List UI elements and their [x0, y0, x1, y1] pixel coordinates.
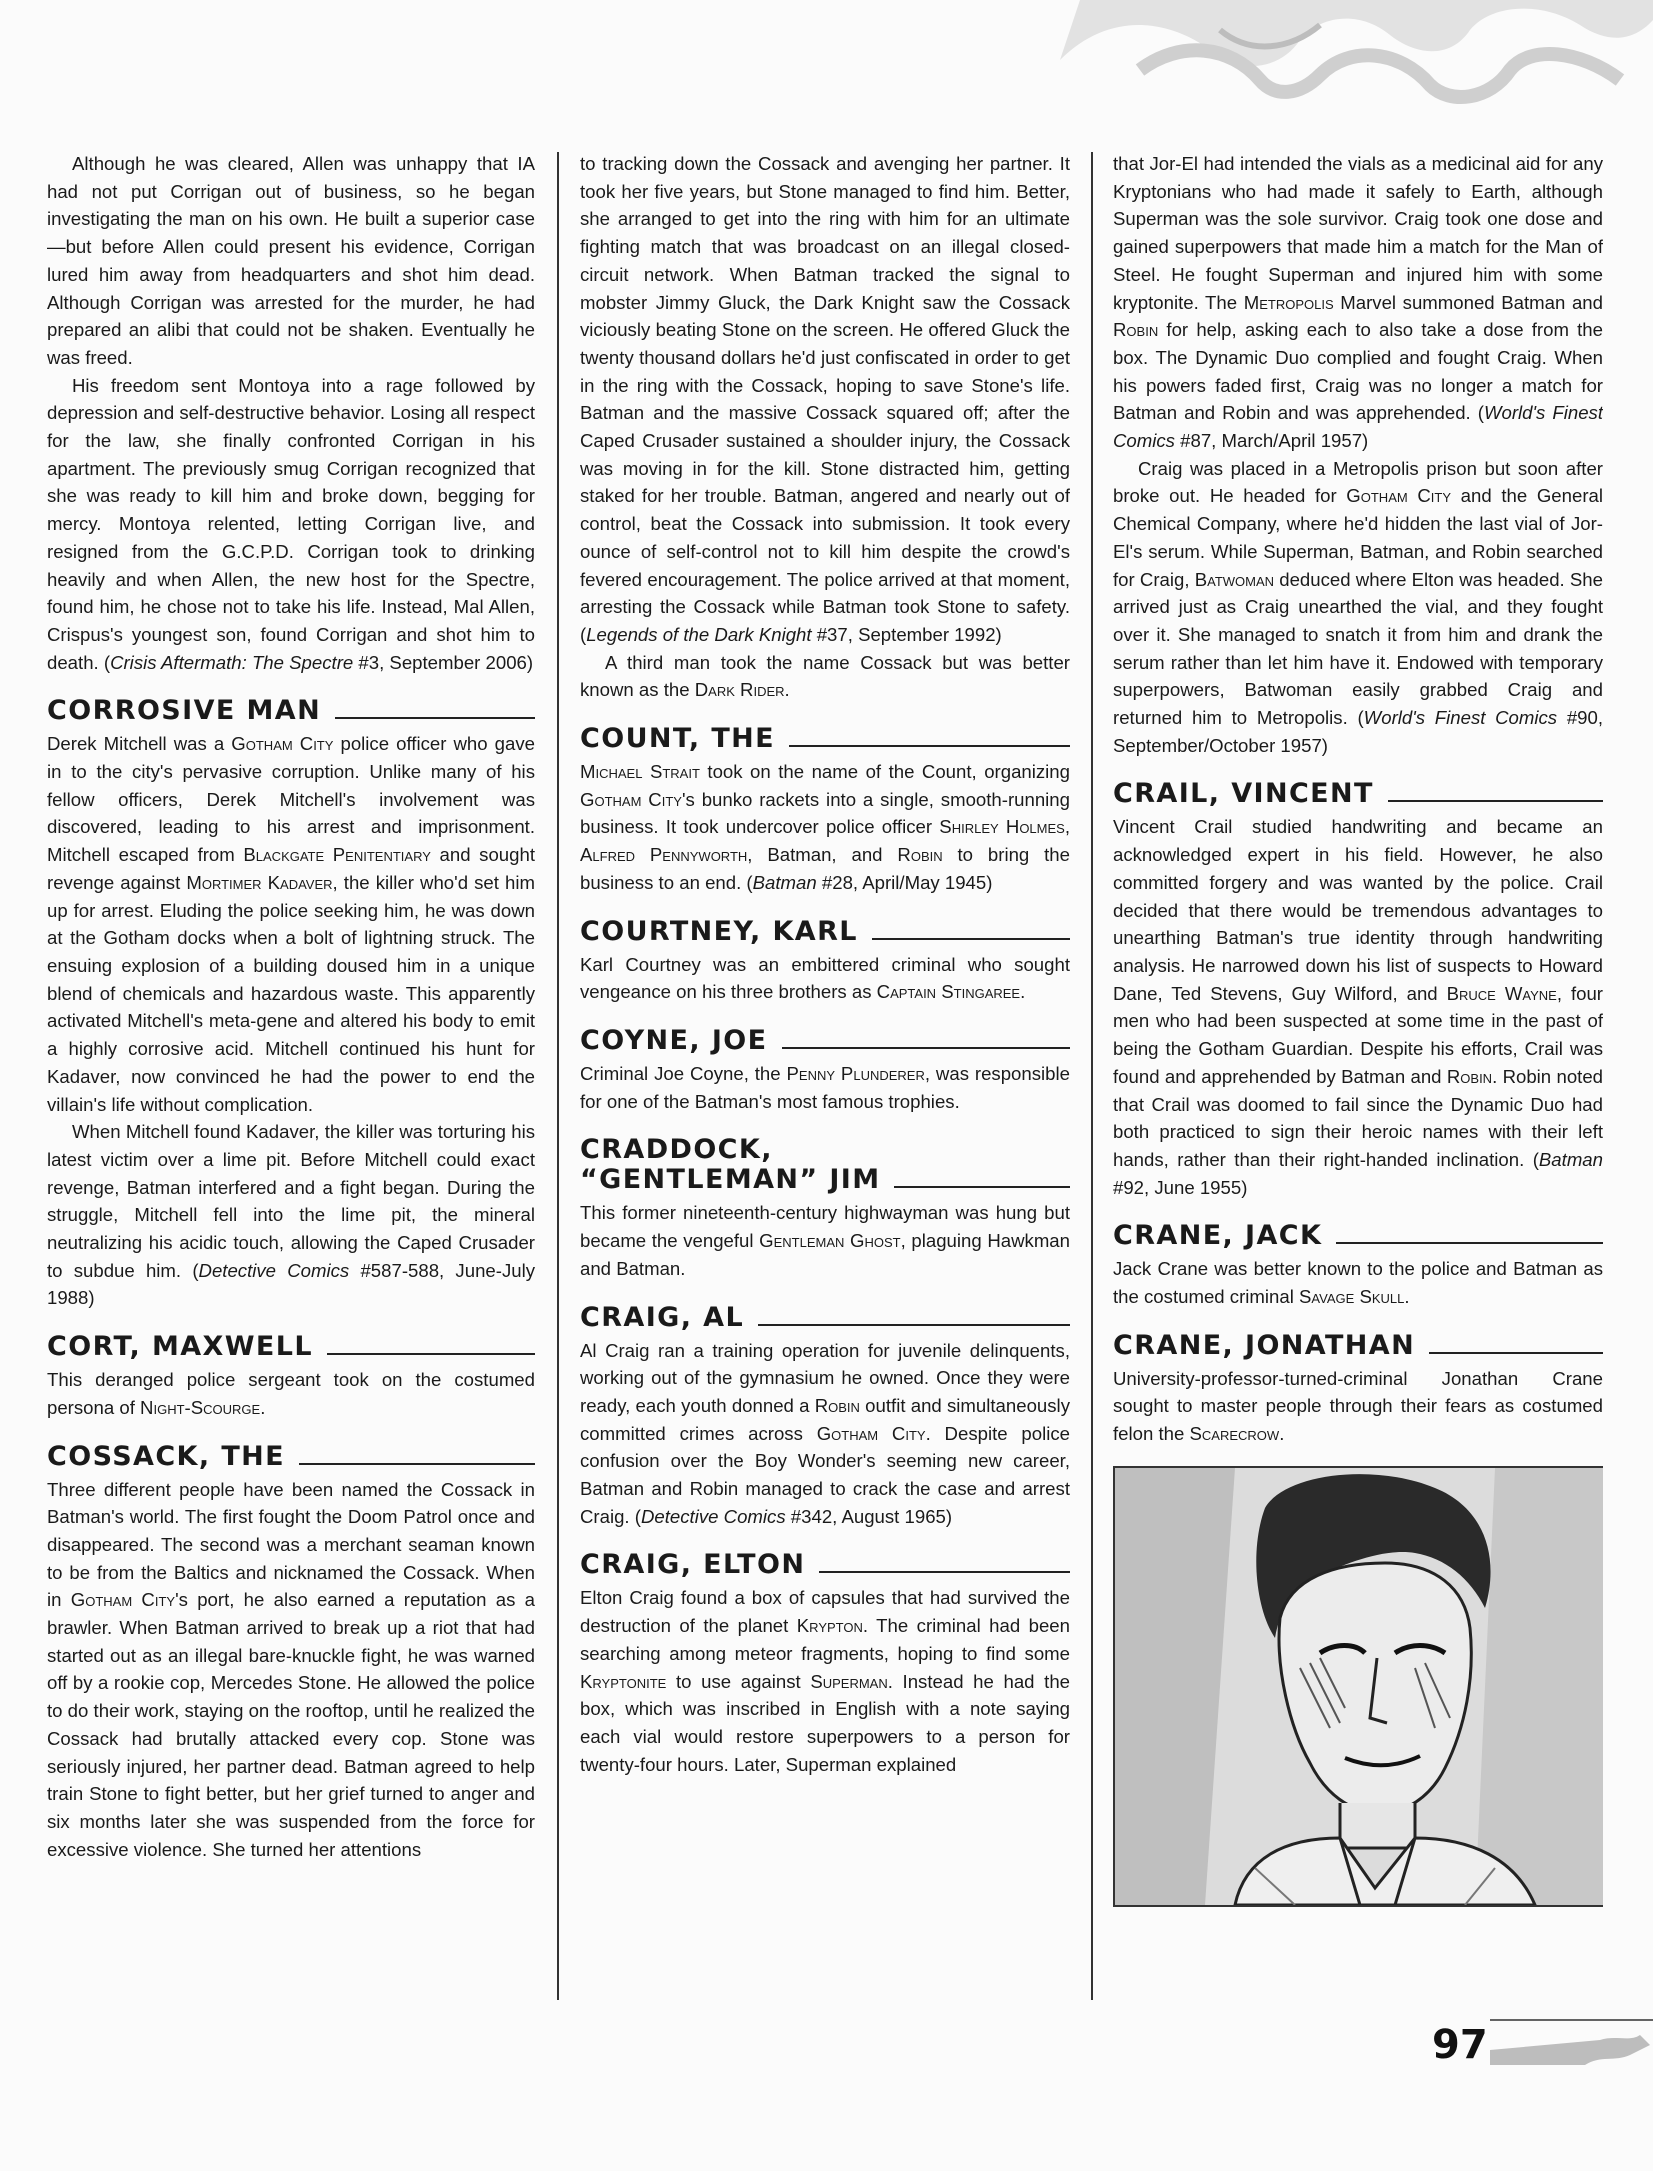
- cross-reference: Gotham City: [70, 1589, 176, 1611]
- text: police officer who gave in to the city's pervasive corruption. Unlike many of his fellow officers, Derek Mitchell's involvement was discovered, leading to his arrest and imprisonment. Mitchell escaped from: [47, 733, 535, 866]
- text: , the killer who'd set him up for arrest. Eluding the police seeking him, he was down at the Gotham docks when a bolt of lightning struck. The ensuing explosion of a building doused him in a unique blend of chemicals and hazardous waste. This apparently activated Mitchell's meta-gene and altered his body to emit a highly corrosive acid. Mitchell continued his hunt for Kadaver, now convinced he had the power to end the villain's life without complication.: [47, 871, 535, 1115]
- column-2: [580, 150, 1070, 2010]
- text: and sought revenge against: [47, 844, 535, 893]
- text: and the General Chemical Company, where he'd hidden the last vial of Jor-El's serum. While Superman, Batman, and Robin searched for Craig,: [1113, 485, 1603, 590]
- cross-reference: Robin: [814, 1394, 860, 1416]
- entry-heading-text: CORROSIVE MAN: [47, 695, 322, 727]
- footer-ornament-icon: [1490, 2010, 1653, 2080]
- paragraph-text: His freedom sent Montoya into a rage followed by depression and self-destructive behavior. Losing all respect for the law, she finally confronted Corrigan in his apartment. The previously smug Corrigan recognized that she was ready to kill him and broke down, begging for mercy. Montoya relented, letting Corrigan live, and resigned from the G.C.P.D. Corrigan took to drinking heavily and when Allen, the new host for the Spectre, found him, he chose not to take his life. Instead, Mal Allen, Crispus's youngest son, found Corrigan and shot him to death.: [47, 374, 535, 673]
- text: Derek Mitchell was a: [47, 733, 232, 755]
- text: . Despite police confusion over the Boy Wonder's seeming new career, Batman and Robin managed to crack the case and arrest Craig. (: [580, 1422, 1070, 1527]
- heading-rule: [872, 938, 1070, 940]
- text: . Robin noted that Crail was doomed to fail since the Dynamic Duo had both practiced to sign their heroic names with their left hands, rather than their right-handed inclination. (: [1113, 1065, 1603, 1170]
- heading-rule: [1429, 1352, 1603, 1354]
- cross-reference: Gotham City: [231, 733, 334, 755]
- cross-reference: Robin: [1113, 319, 1159, 341]
- cross-reference: Robin: [1446, 1065, 1493, 1087]
- entry-heading-text: COYNE, JOE: [580, 1024, 768, 1056]
- citation-title: Batman: [752, 871, 817, 893]
- heading-rule: [758, 1324, 1070, 1326]
- paragraph: [580, 1337, 1070, 1531]
- column-3: [1113, 150, 1603, 2010]
- paragraph: [580, 951, 1070, 1006]
- paragraph: [47, 1118, 535, 1312]
- cross-reference: Bruce Wayne: [1446, 982, 1557, 1004]
- cross-reference: Robin: [897, 844, 943, 866]
- citation-title: World's Finest Comics: [1113, 402, 1603, 452]
- text: Jack Crane was better known to the police and Batman as the costumed criminal: [1113, 1258, 1603, 1308]
- entry-heading: [47, 1332, 535, 1362]
- cross-reference: Gotham City: [1346, 485, 1452, 507]
- entry-heading: [47, 696, 535, 726]
- paragraph: [47, 730, 535, 1118]
- text: . Instead he had the box, which was inscribed in English with a note saying each vial would restore superpowers to a person for twenty-four hours. Later, Superman explained: [580, 1670, 1070, 1775]
- text: that Jor-El had intended the vials as a medicinal aid for any Kryptonians who had made it safely to Earth, although Superman was the sole survivor. Craig took one dose and gained superpowers that made him a match for the Man of Steel. He fought Superman and injured him with some kryptonite. The: [1113, 153, 1603, 313]
- text: University-professor-turned-criminal Jonathan Crane sought to master people through their fears as costumed felon the: [1113, 1367, 1603, 1445]
- entry-heading-text: COSSACK, THE: [47, 1440, 285, 1472]
- cross-reference: Michael Strait: [580, 761, 700, 783]
- cross-reference: Gotham City: [580, 788, 682, 810]
- heading-rule: [327, 1353, 535, 1355]
- paragraph: [580, 1584, 1070, 1778]
- entry-heading-text: CRAIG, AL: [580, 1301, 745, 1333]
- text: , four men who had been suspected at some time in the past of being the Gotham Guardian. Despite his efforts, Crail was found and apprehended by Batman and: [1113, 982, 1603, 1087]
- column-1: [47, 150, 535, 2010]
- text: This former nineteenth-century highwayman was hung but became the vengeful: [580, 1202, 1070, 1252]
- text: A third man took the name Cossack but was better known as the: [580, 651, 1070, 701]
- entry-heading: [580, 1135, 1070, 1195]
- citation-detail: #87, March/April 1957): [1174, 430, 1369, 452]
- portrait-icon: [1115, 1468, 1603, 1905]
- cross-reference: Gotham City: [816, 1422, 926, 1444]
- text: 's port, he also earned a reputation as a brawler. When Batman arrived to break up a riot that had started out as an illegal bare-knuckle fight, he was warned off by a rookie cop, Mercedes Stone. He allowed the police to do their work, staying on the rooftop, until he realized the Cossack had brutally attacked every cop. Stone was seriously injured, her partner dead. Batman agreed to help train Stone to fight better, but her grief turned to anger and six months later she was suspended from the force for excessive violence. She turned her attentions: [47, 1589, 535, 1860]
- text: Vincent Crail studied handwriting and became an acknowledged expert in his field. However, he also committed forgery and was wanted by the police. Crail decided that there would be tremendous advantages to unearthing Batman's true identity through handwriting analysis. He narrowed down his list of suspects to Howard Dane, Ted Stevens, Guy Wilford, and: [1113, 816, 1603, 1004]
- text: When Mitchell found Kadaver, the killer was torturing his latest victim over a lime pit. Before Mitchell could exact revenge, Batman interfered and a fight began. During the struggle, Mitchell fell into the lime pit, the mineral neutralizing his acidic touch, allowing the Caped Crusader to subdue him. (: [47, 1121, 535, 1281]
- cross-reference: Metropolis: [1243, 291, 1334, 313]
- text: Elton Craig found a box of capsules that had survived the destruction of the planet: [580, 1587, 1070, 1637]
- paragraph: [580, 1060, 1070, 1115]
- paragraph: [47, 1476, 535, 1864]
- citation-detail: #28, April/May 1945): [816, 871, 993, 893]
- text: Three different people have been named the Cossack in Batman's world. The first fought the Doom Patrol once and disappeared. The second was a merchant seaman known to be from the Baltics and nicknamed the Cossack. When in: [47, 1478, 535, 1611]
- text: Al Craig ran a training operation for juvenile delinquents, working out of the gymnasium he owned. Once they were ready, each youth donned a: [580, 1339, 1070, 1416]
- citation-detail: #3, September 2006): [353, 651, 534, 673]
- text: to tracking down the Cossack and avenging her partner. It took her five years, but Stone managed to find him. Better, she arranged to get into the ring with him for an ultimate fighting match that was broadcast on an illegal closed-circuit network. When Batman tracked the signal to mobster Jimmy Gluck, the Dark Knight saw the Cossack viciously beating Stone on the screen. He offered Gluck the twenty thousand dollars he'd just confiscated in order to get in the ring with the Cossack, hoping to save Stone's life. Batman and the massive Cossack squared off; after the Caped Crusader sustained a shoulder injury, the Cossack was moving in for the kill. Stone distracted him, getting staked for her trouble. Batman, angered and nearly out of control, beat the Cossack into submission. It took every ounce of self-control not to kill him despite the crowd's fevered encouragement. The police arrived at that moment, arresting the Cossack while Batman took Stone to safety. (: [580, 153, 1070, 645]
- cross-reference: Superman: [810, 1670, 888, 1692]
- heading-rule: [1388, 800, 1603, 802]
- text: 's bunko rackets into a single, smooth-running business. It took undercover police officer: [580, 788, 1070, 838]
- text: Marvel summoned Batman and: [1333, 291, 1603, 313]
- text: , was responsible for one of the Batman's most famous trophies.: [580, 1062, 1070, 1112]
- cross-reference: Batwoman: [1194, 568, 1275, 590]
- citation-detail: #37, September 1992): [811, 623, 1002, 645]
- cross-reference: Mortimer Kadaver: [186, 871, 333, 893]
- entry-heading: [1113, 779, 1603, 809]
- heading-rule: [1336, 1242, 1603, 1244]
- paragraph: [580, 150, 1070, 649]
- heading-rule: [782, 1047, 1071, 1049]
- text: , Batman, and: [747, 844, 898, 866]
- citation-title: World's Finest Comics: [1363, 707, 1558, 729]
- entry-heading: [1113, 1331, 1603, 1361]
- text: for help, asking each to also take a dose from the box. The Dynamic Duo complied and fought Craig. When his powers faded first, Craig was no longer a match for Batman and Robin and was apprehended. (: [1113, 319, 1603, 424]
- cross-reference: Gentleman Ghost: [759, 1230, 901, 1252]
- entry-heading-text: CORT, MAXWELL: [47, 1331, 313, 1363]
- cross-reference: Shirley Holmes: [939, 816, 1065, 838]
- text: .: [784, 679, 790, 701]
- column-divider: [557, 152, 559, 2000]
- entry-heading: [1113, 1221, 1603, 1251]
- text: , plaguing Hawkman and Batman.: [580, 1230, 1070, 1279]
- text: outfit and simultaneously committed crimes across: [580, 1394, 1070, 1444]
- entry-heading: [580, 917, 1070, 947]
- cross-reference: Savage Skull: [1299, 1286, 1405, 1308]
- entry-heading-text: COUNT, THE: [580, 723, 775, 755]
- text: Craig was placed in a Metropolis prison but soon after broke out. He headed for: [1113, 457, 1603, 507]
- paragraph: His freedom sent Montoya into a rage followed by depression and self-destructive behavior. Losing all respect for the law, she finally confronted Corrigan in his apartment. The previously smug Corrigan recognized that she was ready to kill him and broke down, begging for mercy. Montoya relented, letting Corrigan live, and resigned from the G.C.P.D. Corrigan took to drinking heavily and when Allen, the new host for the Spectre, found him, he chose not to take his life. Instead, Mal Allen, Crispus's youngest son, found Corrigan and shot him to death. (Crisis Aftermath: The Spectre #3, September 2006): [47, 374, 535, 673]
- entry-heading: [580, 1026, 1070, 1056]
- text: .: [1020, 981, 1026, 1003]
- text: .: [1404, 1286, 1410, 1308]
- header-ornament-icon: [1020, 0, 1653, 130]
- citation-detail: #587-588, June-July 1988): [47, 1259, 535, 1309]
- paragraph: [47, 1366, 535, 1421]
- heading-rule: [819, 1571, 1070, 1573]
- citation-title: Detective Comics: [640, 1505, 786, 1527]
- cross-reference: Krypton: [796, 1615, 863, 1637]
- heading-rule: [299, 1463, 535, 1465]
- citation-title: Legends of the Dark Knight: [586, 623, 812, 645]
- entry-heading: [580, 1303, 1070, 1333]
- text: This deranged police sergeant took on the costumed persona of: [47, 1369, 535, 1418]
- paragraph: [580, 758, 1070, 897]
- text: .: [260, 1396, 266, 1418]
- jonathan-crane-illustration: [1113, 1466, 1603, 1907]
- paragraph: [580, 1199, 1070, 1282]
- text: . The criminal had been searching among meteor fragments, hoping to find some: [580, 1615, 1070, 1664]
- paragraph: [1113, 1255, 1603, 1310]
- entry-heading: [580, 724, 1070, 754]
- heading-rule: [789, 745, 1070, 747]
- cross-reference: Dark Rider: [694, 679, 785, 701]
- entry-heading: [47, 1442, 535, 1472]
- entry-heading-text: CRANE, JACK: [1113, 1220, 1323, 1252]
- citation-title: Crisis Aftermath: The Spectre: [110, 651, 354, 673]
- heading-rule: [894, 1186, 1070, 1188]
- entry-heading-text: CRADDOCK, “GENTLEMAN” JIM: [580, 1134, 881, 1196]
- entry-heading-text: CRAIG, ELTON: [580, 1549, 806, 1581]
- entry-heading-text: COURTNEY, KARL: [580, 915, 858, 947]
- text: took on the name of the Count, organizing: [699, 761, 1070, 783]
- citation-detail: #342, August 1965): [785, 1505, 953, 1527]
- text: to use against: [666, 1670, 811, 1692]
- paragraph: [1113, 150, 1603, 455]
- citation-detail: #92, June 1955): [1113, 1176, 1248, 1198]
- citation-detail: #90, September/October 1957): [1113, 707, 1603, 756]
- column-divider: [1091, 152, 1093, 2000]
- heading-rule: [335, 717, 535, 719]
- text: deduced where Elton was headed. She arrived just as Craig unearthed the vial, and they fought over it. She managed to snatch it from him and drank the serum rather than let him have it. Endowed with temporary superpowers, Batwoman easily grabbed Craig and returned him to Metropolis. (: [1113, 568, 1603, 729]
- cross-reference: Blackgate Penitentiary: [243, 844, 431, 866]
- paragraph: Although he was cleared, Allen was unhappy that IA had not put Corrigan out of business, so he began investigating the man on his own. He built a superior case—but before Allen could present his evidence, Corrigan lured him away from headquarters and shot him dead. Although Corrigan was arrested for the murder, he had prepared an alibi that could not be shaken. Eventually he was freed.: [47, 153, 535, 368]
- cross-reference: Night-Scourge: [140, 1396, 261, 1418]
- citation-title: Batman: [1538, 1148, 1603, 1170]
- text: Criminal Joe Coyne, the: [580, 1062, 787, 1084]
- text: to bring the business to an end. (: [580, 844, 1070, 893]
- text: Karl Courtney was an embittered criminal who sought vengeance on his three brothers as: [580, 953, 1070, 1003]
- entry-heading-text: CRANE, JONATHAN: [1113, 1329, 1416, 1361]
- cross-reference: Scarecrow: [1189, 1423, 1280, 1445]
- cross-reference: Kryptonite: [580, 1670, 667, 1692]
- entry-heading: [580, 1550, 1070, 1580]
- page-number: 97: [1432, 2022, 1488, 2068]
- text: ,: [1064, 816, 1070, 838]
- cross-reference: Captain Stingaree: [876, 981, 1021, 1003]
- text: .: [1279, 1423, 1285, 1445]
- paragraph: [1113, 1365, 1603, 1448]
- paragraph: [580, 649, 1070, 704]
- cross-reference: Penny Plunderer: [786, 1062, 925, 1084]
- cross-reference: Alfred Pennyworth: [580, 844, 748, 866]
- citation-title: Detective Comics: [198, 1259, 350, 1281]
- entry-heading-text: CRAIL, VINCENT: [1113, 778, 1374, 810]
- paragraph: [1113, 455, 1603, 760]
- paragraph: [1113, 813, 1603, 1201]
